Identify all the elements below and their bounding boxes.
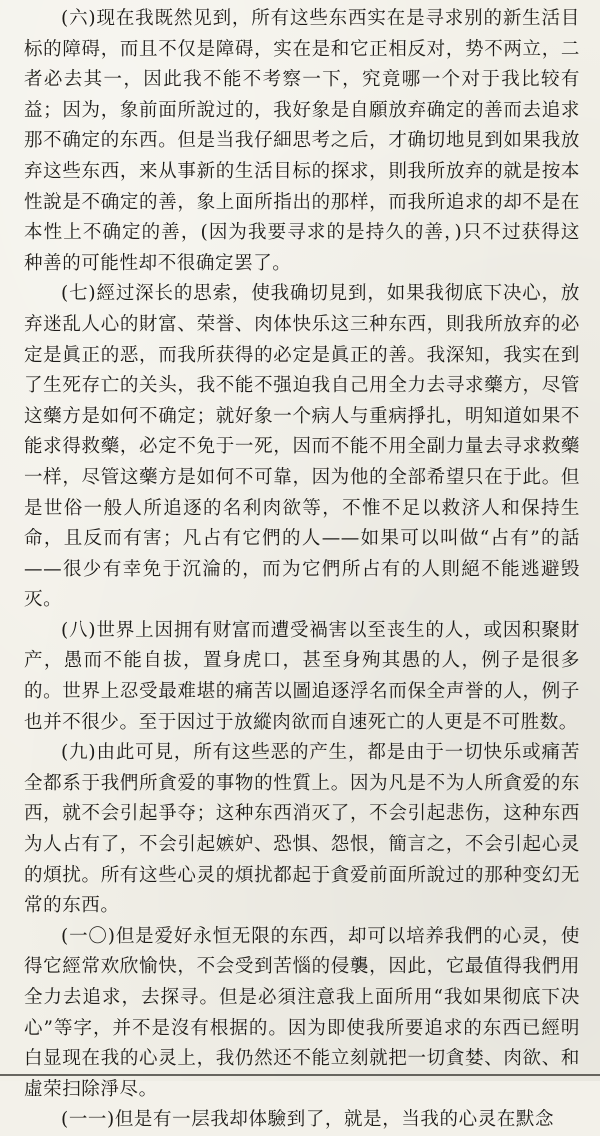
paragraph-10: (一〇)但是爱好永恒无限的东西，却可以培养我們的心灵，使得它經常欢欣愉快，不会受到苦惱的侵襲，因此，它最值得我們用全力去追求，去探寻。但是必須注意我上面所用“我如果彻底下决心”等字，并不是沒有根据的。因为即使我所要追求的东西已經明白显现在我的心灵上，我仍然还不能立刻就把一切貪婪、肉欲、和虛荣扫除淨尽。 (24, 925, 580, 1100)
bottom-edge-line (0, 1074, 600, 1076)
paragraph-7: (七)經过深长的思索，使我确切見到，如果我彻底下决心，放弃迷乱人心的財富、荣誉、肉体快乐这三种东西，則我所放弃的必定是眞正的恶，而我所获得的必定是眞正的善。我深知，我实在到了生死存亡的关头，我不能不强迫我自己用全力去寻求藥方，尽管这藥方是如何不确定；就好象一个病人与重病掙扎，明知道如果不能求得救藥，必定不免于一死，因而不能不用全副力量去寻求救藥一样，尽管这藥方是如何不可靠，因为他的全部希望只在于此。但是世俗一般人所追逐的名利肉欲等，不惟不足以救济人和保持生命，且反而有害；凡占有它們的人——如果可以叫做“占有”的話——很少有幸免于沉淪的，而为它們所占有的人則絕不能逃避毁灭。 (24, 283, 580, 611)
paragraph-9: (九)由此可見，所有这些恶的产生，都是由于一切快乐或痛苦全都系于我們所貪爱的事物的性質上。因为凡是不为人所貪爱的东西，就不会引起爭夺；这种东西消灭了，不会引起悲伤，这种东西为人占有了，不会引起嫉妒、恐惧、怨恨，簡言之，不会引起心灵的煩扰。所有这些心灵的煩扰都起于貪爱前面所說过的那种变幻无常的东西。 (24, 742, 580, 917)
paragraph-6: (六)现在我既然见到，所有这些东西实在是寻求别的新生活目标的障碍，而且不仅是障碍，实在是和它正相反对，势不两立，二者必去其一，因此我不能不考察一下，究竟哪一个对于我比较有益；因为，象前面所說过的，我好象是自願放弃确定的善而去追求那不确定的东西。但是当我仔細思考之后，才确切地見到如果我放弃这些东西，来从事新的生活目标的探求，則我所放弃的就是按本性說是不确定的善，象上面所指出的那样，而我所追求的却不是在本性上不确定的善，(因为我要寻求的是持久的善，)只不过获得这种善的可能性却不很确定罢了。 (24, 8, 580, 274)
paragraph-8: (八)世界上因拥有财富而遭受禍害以至丧生的人，或因积聚財产，愚而不能自拔，置身虎口，甚至身殉其愚的人，例子是很多的。世界上忍受最难堪的痛苦以圖追逐浮名而保全声誉的人，例子也并不很少。至于因过于放縱肉欲而自速死亡的人更是不可胜数。 (24, 619, 580, 733)
body-text (24, 4, 580, 1136)
paragraph-11: (一一)但是有一层我却体驗到了，就是，当我的心灵在默念 (61, 1109, 555, 1131)
